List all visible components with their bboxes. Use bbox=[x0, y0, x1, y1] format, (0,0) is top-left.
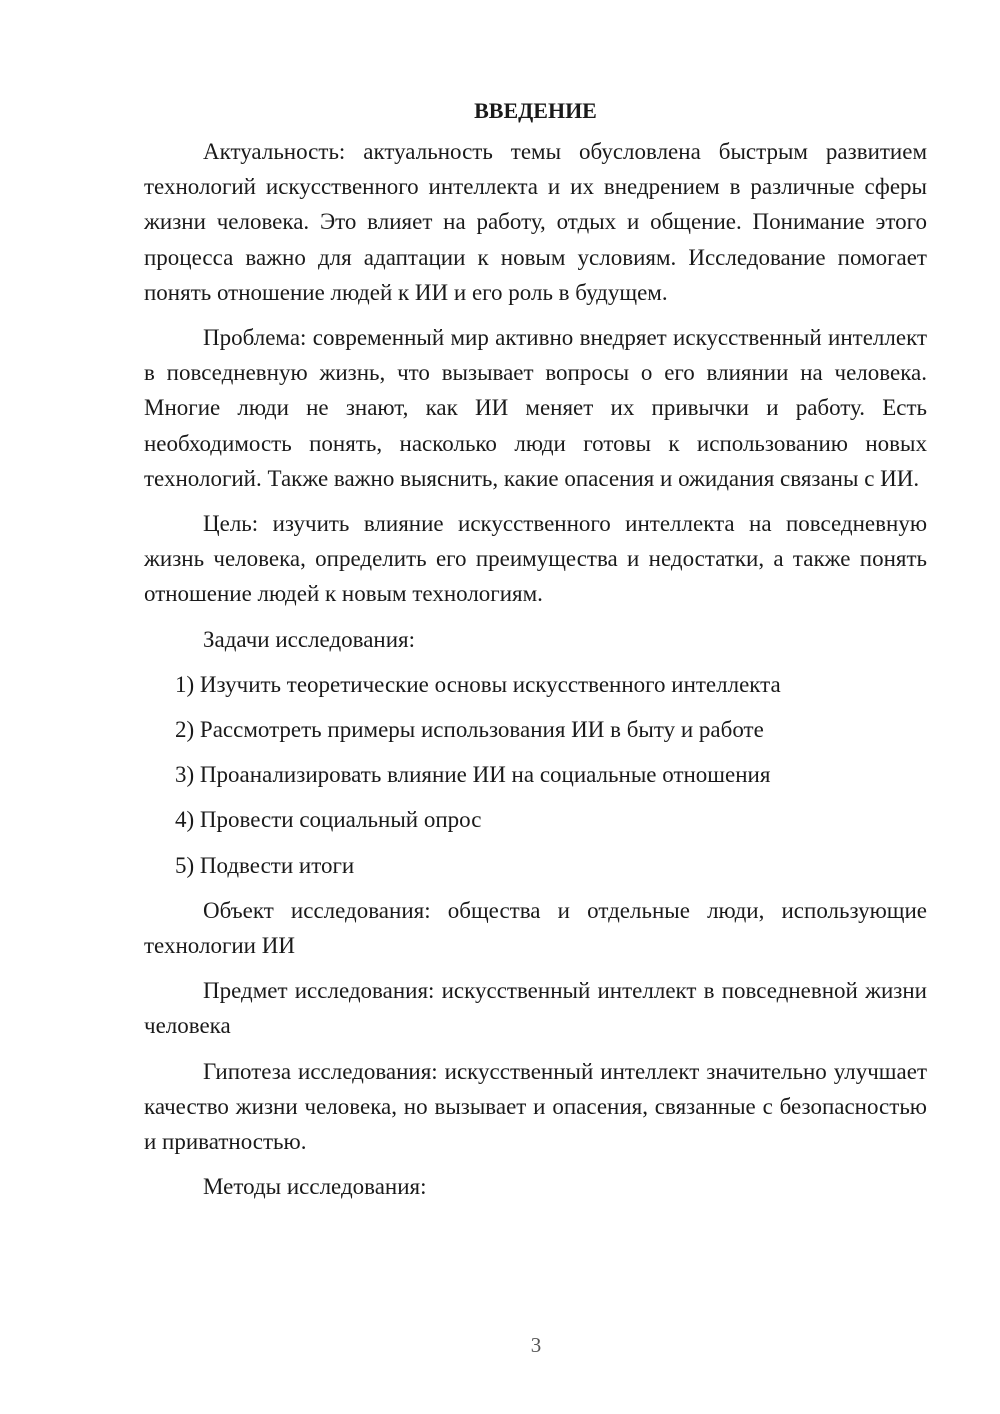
list-item: 3) Проанализировать влияние ИИ на социальные отношения bbox=[175, 762, 771, 788]
paragraph-goal: Цель: изучить влияние искусственного интеллекта на повседневную жизнь человека, определить его преимущества и недостатки, а также понять отношение людей к новым технологиям. bbox=[144, 511, 927, 607]
paragraph-problem: Проблема: современный мир активно внедряет искусственный интеллект в повседневную жизнь, что вызывает вопросы о его влиянии на человека. Многие люди не знают, как ИИ меняет их привычки и работу. Есть необходимость понять, насколько люди готовы к использованию новых технологий. Также важно выяснить, какие опасения и ожидания связаны с ИИ. bbox=[144, 325, 927, 491]
paragraph-tasks-heading: Задачи исследования: bbox=[203, 626, 416, 652]
page-title: ВВЕДЕНИЕ bbox=[474, 98, 597, 123]
paragraph-relevance: Актуальность: актуальность темы обусловлена быстрым развитием технологий искусственного интеллекта и их внедрением в различные сферы жизни человека. Это влияет на работу, отдых и общение. Понимание этого процесса важно для адаптации к новым условиям. Исследование помогает понять отношение людей к ИИ и его роль в будущем. bbox=[144, 139, 927, 305]
paragraph-object: Объект исследования: общества и отдельные люди, использующие технологии ИИ bbox=[144, 897, 927, 959]
list-item: 2) Рассмотреть примеры использования ИИ в быту и работе bbox=[175, 717, 764, 743]
list-item: 4) Провести социальный опрос bbox=[175, 807, 482, 833]
list-item: 1) Изучить теоретические основы искусственного интеллекта bbox=[175, 671, 781, 697]
paragraph-hypothesis: Гипотеза исследования: искусственный интеллект значительно улучшает качество жизни человека, но вызывает и опасения, связанные с безопасностью и приватностью. bbox=[144, 1058, 927, 1155]
page-number: 3 bbox=[530, 1333, 542, 1357]
paragraph-subject: Предмет исследования: искусственный интеллект в повседневной жизни человека bbox=[144, 978, 927, 1039]
document-body bbox=[144, 93, 927, 1214]
paragraph-methods: Методы исследования: bbox=[203, 1174, 427, 1200]
list-item: 5) Подвести итоги bbox=[175, 852, 355, 878]
task-list bbox=[144, 667, 927, 883]
